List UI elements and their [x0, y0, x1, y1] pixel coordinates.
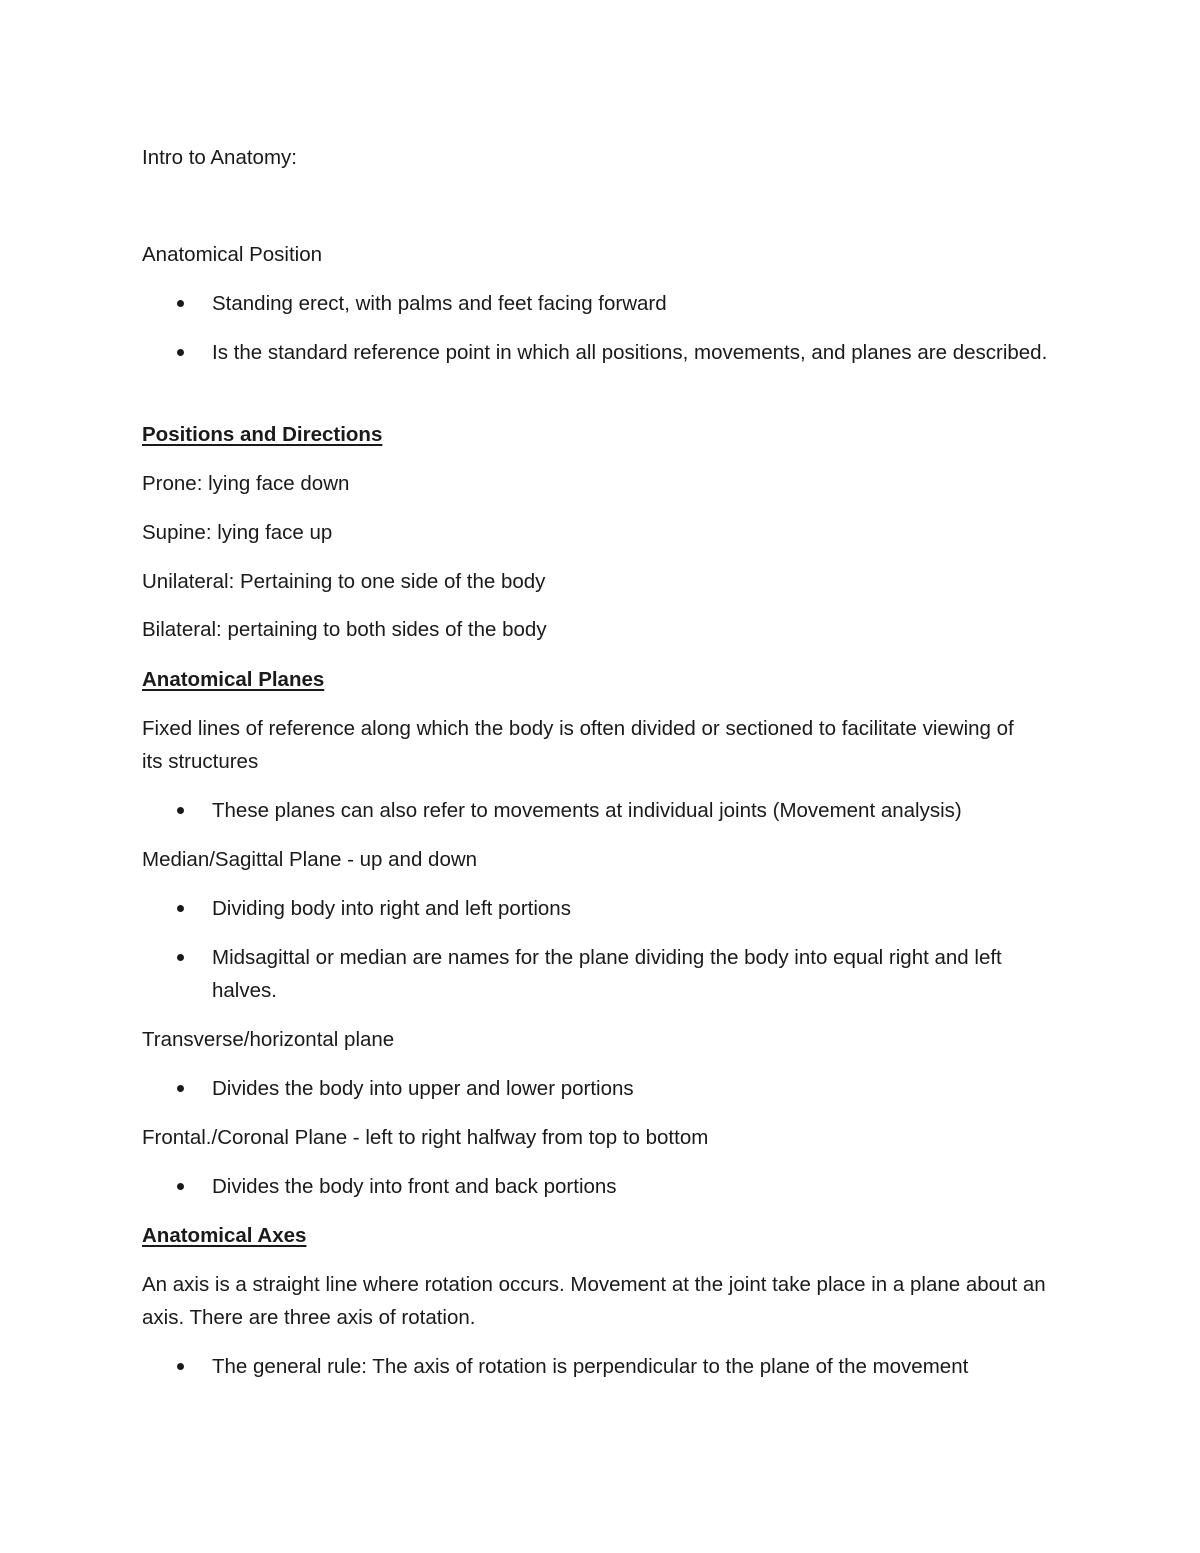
sagittal-plane-label: Median/Sagittal Plane - up and down — [142, 848, 478, 871]
list-item: The general rule: The axis of rotation is perpendicular to the plane of the movement — [142, 1350, 1062, 1383]
bullet-icon — [176, 1072, 184, 1105]
bullet-icon — [176, 1170, 184, 1203]
term-prone: Prone: lying face down — [142, 472, 350, 495]
bullet-icon — [176, 1350, 184, 1383]
bullet-icon — [176, 287, 184, 320]
frontal-plane-label: Frontal./Coronal Plane - left to right halfway from top to bottom — [142, 1126, 709, 1149]
positions-directions-heading: Positions and Directions — [142, 423, 383, 446]
list-item: Is the standard reference point in which all positions, movements, and planes are described. — [142, 336, 1062, 369]
anatomical-position-heading: Anatomical Position — [142, 243, 323, 266]
document-title: Intro to Anatomy: — [142, 146, 297, 169]
list-item: Divides the body into front and back portions — [142, 1170, 1062, 1203]
bullet-icon — [176, 794, 184, 827]
axes-intro: An axis is a straight line where rotation occurs. Movement at the joint take place in a plane about an axis. There are three axis of rotation. — [142, 1273, 1046, 1329]
planes-intro: Fixed lines of reference along which the body is often divided or sectioned to facilitate viewing of its structures — [142, 717, 1014, 773]
anatomical-axes-heading: Anatomical Axes — [142, 1224, 307, 1247]
list-item: Standing erect, with palms and feet facing forward — [142, 287, 1062, 320]
list-item: Midsagittal or median are names for the plane dividing the body into equal right and left halves. — [142, 941, 1062, 1007]
list-item: Divides the body into upper and lower portions — [142, 1072, 1062, 1105]
term-bilateral: Bilateral: pertaining to both sides of the body — [142, 618, 547, 641]
transverse-plane-label: Transverse/horizontal plane — [142, 1028, 395, 1051]
anatomical-planes-heading: Anatomical Planes — [142, 668, 325, 691]
bullet-icon — [176, 892, 184, 925]
list-item: These planes can also refer to movements at individual joints (Movement analysis) — [142, 794, 1062, 827]
term-unilateral: Unilateral: Pertaining to one side of the body — [142, 570, 546, 593]
list-item: Dividing body into right and left portions — [142, 892, 1062, 925]
term-supine: Supine: lying face up — [142, 521, 333, 544]
bullet-icon — [176, 941, 184, 974]
bullet-icon — [176, 336, 184, 369]
